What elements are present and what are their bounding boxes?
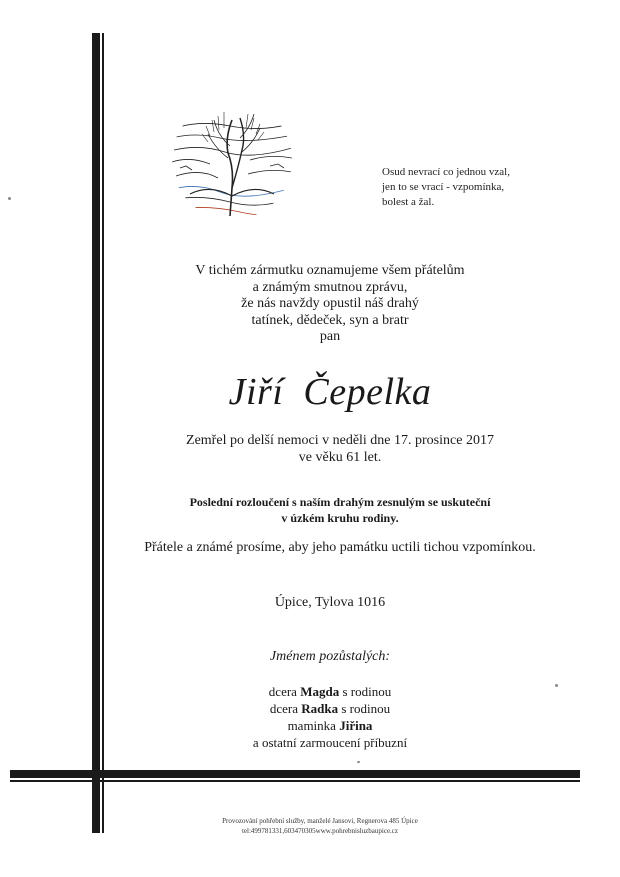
family-member xyxy=(160,683,500,700)
family-relation: maminka xyxy=(287,718,340,733)
mourning-border-horizontal xyxy=(10,770,580,778)
footer-line-2: tel:499781331,603470305www.pohrebnisluzbaupice.cz xyxy=(241,827,399,835)
announcement-line-1: V tichém zármutku oznamujeme všem přátelům xyxy=(195,263,465,278)
footer-line-1: Provozování pohřební služby, manželé Jansovi, Regnerova 485 Úpice xyxy=(222,817,418,825)
funeral-service-footer xyxy=(170,816,470,836)
funeral-info xyxy=(120,494,560,526)
family-member-name: Radka xyxy=(301,701,339,716)
mourning-border-horizontal-thin xyxy=(10,780,580,782)
remembrance-request: Přátele a známé prosíme, aby jeho památku uctili tichou vzpomínkou. xyxy=(144,540,536,555)
family-member-name: Magda xyxy=(300,684,340,699)
quote-line-3: bolest a žal. xyxy=(382,196,435,208)
family-member-name: Jiřina xyxy=(339,718,373,733)
family-member xyxy=(160,700,500,717)
announcement-line-4: tatínek, dědeček, syn a bratr xyxy=(251,312,409,328)
family-member xyxy=(160,734,500,751)
death-info-line-1: Zemřel po delší nemoci v neděli dne 17. prosince 2017 xyxy=(186,433,494,448)
scan-speck xyxy=(8,197,11,200)
announcement-line-5: pan xyxy=(319,329,341,344)
family-member xyxy=(160,717,500,734)
announcement-line-3: že nás navždy opustil náš drahý xyxy=(241,296,419,311)
family-list xyxy=(160,683,500,751)
family-relation: dcera xyxy=(269,701,302,716)
address: Úpice, Tylova 1016 xyxy=(274,595,386,610)
announcement-text xyxy=(160,263,500,346)
on-behalf-heading: Jménem pozůstalých: xyxy=(269,649,391,664)
family-relation: a ostatní zarmoucení příbuzní xyxy=(252,735,408,750)
family-suffix: s rodinou xyxy=(338,701,391,716)
family-suffix: s rodinou xyxy=(339,684,392,699)
death-info-line-2: ve věku 61 let. xyxy=(298,450,382,465)
announcement-line-2: a známým smutnou zprávu, xyxy=(252,279,408,295)
scan-speck xyxy=(555,684,558,687)
quote-line-1: Osud nevrací co jednou vzal, xyxy=(382,166,510,178)
tree-illustration xyxy=(170,98,294,222)
memorial-quote xyxy=(382,165,552,210)
scan-speck xyxy=(357,761,360,763)
mourning-border-vertical xyxy=(92,33,100,833)
quote-line-2: jen to se vrací - vzpomínka, xyxy=(382,181,505,193)
deceased-name: Jiří Čepelka xyxy=(228,371,432,413)
funeral-info-line-2: v úzkém kruhu rodiny. xyxy=(281,511,399,525)
family-relation: dcera xyxy=(268,684,301,699)
mourning-border-vertical-thin xyxy=(102,33,104,833)
funeral-info-line-1: Poslední rozloučení s naším drahým zesnulým se uskuteční xyxy=(189,495,491,509)
death-info xyxy=(140,432,540,466)
